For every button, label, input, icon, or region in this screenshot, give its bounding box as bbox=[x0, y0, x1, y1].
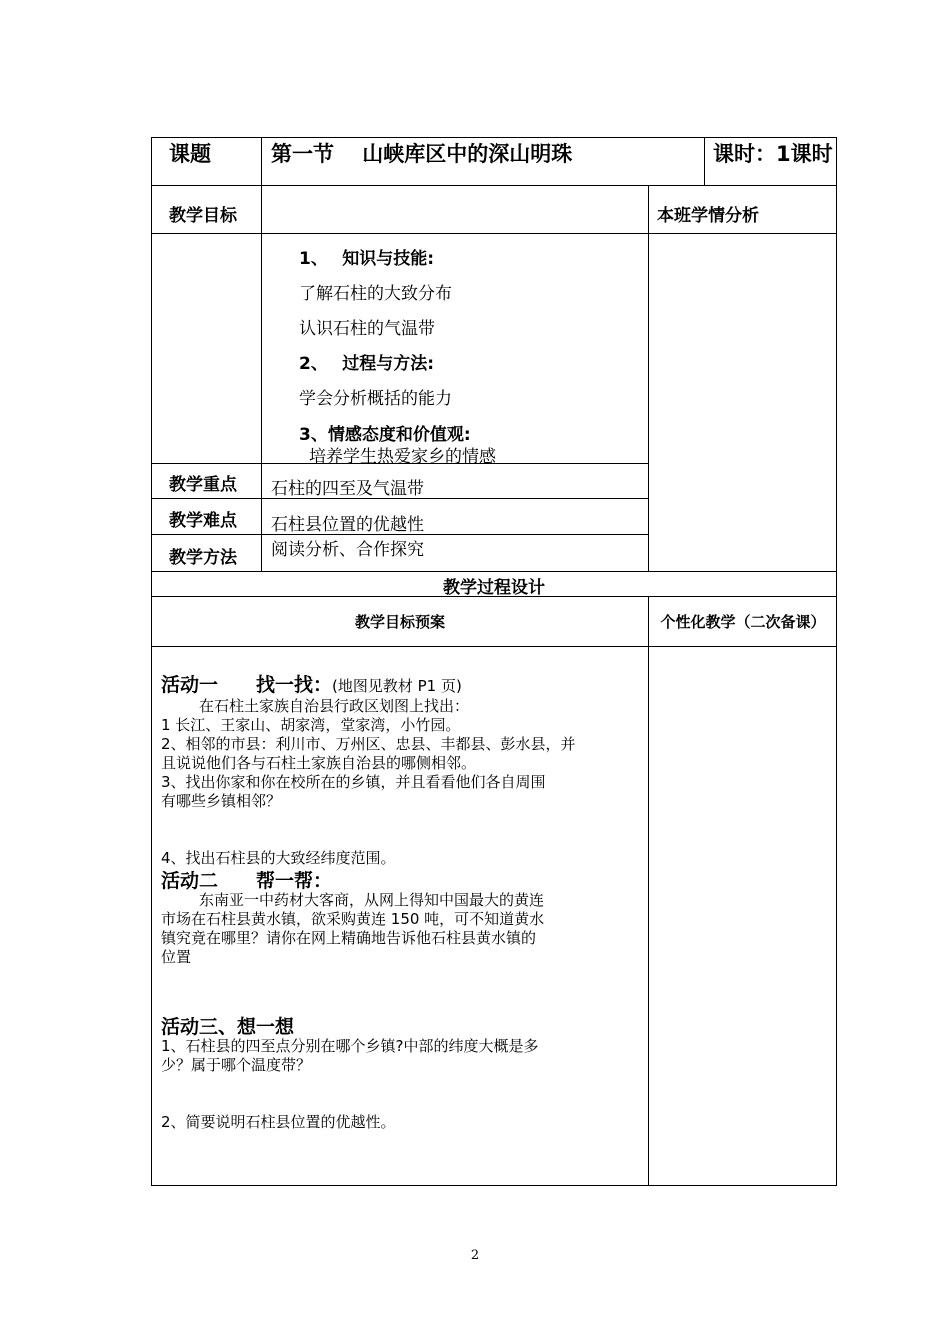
goals-label: 教学目标 bbox=[169, 206, 237, 226]
personalized-column-header: 个性化教学（二次备课） bbox=[660, 613, 826, 631]
activity-one-heading: 活动一 找一找： bbox=[161, 674, 333, 696]
process-title: 教学过程设计 bbox=[443, 578, 545, 598]
method-value: 阅读分析、合作探究 bbox=[271, 540, 424, 560]
row-divider bbox=[151, 233, 837, 234]
objective-heading-knowledge: 1、 知识与技能: bbox=[299, 249, 435, 269]
objective-item: 认识石柱的气温带 bbox=[299, 319, 435, 339]
activity-two-text: 市场在石柱县黄水镇，欲采购黄连 150 吨，可不知道黄水 bbox=[161, 910, 545, 928]
activity-one-question: 3、找出你家和你在校所在的乡镇，并且看看他们各自周围 bbox=[161, 773, 546, 791]
objective-item: 培养学生热爱家乡的情感 bbox=[309, 447, 496, 467]
activity-one-question: 4、找出石柱县的大致经纬度范围。 bbox=[161, 849, 396, 867]
key-point-value: 石柱的四至及气温带 bbox=[271, 479, 424, 499]
col-divider bbox=[704, 137, 705, 185]
objective-item: 学会分析概括的能力 bbox=[299, 389, 452, 409]
table-border-right bbox=[836, 137, 837, 1186]
col-divider bbox=[648, 185, 649, 571]
lesson-period: 课时：1课时 bbox=[713, 142, 833, 166]
table-border-left bbox=[151, 137, 152, 1186]
activity-one-question: 有哪些乡镇相邻？ bbox=[161, 792, 282, 810]
plan-column-header: 教学目标预案 bbox=[354, 613, 445, 631]
topic-label: 课题 bbox=[169, 142, 211, 166]
objective-heading-values: 3、情感态度和价值观: bbox=[299, 425, 471, 445]
row-divider bbox=[151, 571, 837, 572]
page-number: 2 bbox=[470, 1248, 480, 1263]
activity-three-title: 活动三、想一想 bbox=[161, 1016, 295, 1038]
activity-three-question: 1、石柱县的四至点分别在哪个乡镇?中部的纬度大概是多 bbox=[161, 1037, 539, 1055]
activity-three-question: 2、简要说明石柱县位置的优越性。 bbox=[161, 1113, 396, 1131]
difficulty-label: 教学难点 bbox=[169, 511, 237, 531]
class-analysis-label: 本班学情分析 bbox=[657, 206, 759, 226]
activity-three-question: 少？属于哪个温度带？ bbox=[161, 1056, 312, 1074]
activity-one-note: (地图见教材 P1 页) bbox=[332, 677, 462, 695]
activity-one-question: 1 长江、王家山、胡家湾，堂家湾，小竹园。 bbox=[161, 716, 461, 734]
objective-heading-process: 2、 过程与方法: bbox=[299, 354, 435, 374]
table-border-bottom bbox=[151, 1185, 837, 1186]
col-divider bbox=[648, 596, 649, 1186]
activity-two-text: 镇究竟在哪里？请你在网上精确地告诉他石柱县黄水镇的 bbox=[161, 929, 537, 947]
method-label: 教学方法 bbox=[169, 548, 237, 568]
activity-two-text: 位置 bbox=[161, 948, 192, 966]
topic-title: 第一节 山峡库区中的深山明珠 bbox=[271, 142, 573, 166]
activity-one-question: 2、相邻的市县：利川市、万州区、忠县、丰都县、彭水县，并 bbox=[161, 735, 576, 753]
objective-item: 了解石柱的大致分布 bbox=[299, 284, 452, 304]
col-divider bbox=[261, 137, 262, 571]
row-divider bbox=[151, 646, 837, 647]
activity-one-intro: 在石柱土家族自治县行政区划图上找出： bbox=[199, 697, 470, 715]
row-divider bbox=[151, 185, 837, 186]
activity-one-question: 且说说他们各与石柱土家族自治县的哪侧相邻。 bbox=[161, 754, 477, 772]
difficulty-value: 石柱县位置的优越性 bbox=[271, 515, 424, 535]
lesson-plan-table bbox=[151, 137, 837, 1186]
activity-one-title bbox=[161, 670, 462, 697]
activity-two-title: 活动二 帮一帮： bbox=[161, 870, 333, 892]
activity-two-text: 东南亚一中药材大客商，从网上得知中国最大的黄连 bbox=[199, 891, 545, 909]
key-point-label: 教学重点 bbox=[169, 475, 237, 495]
